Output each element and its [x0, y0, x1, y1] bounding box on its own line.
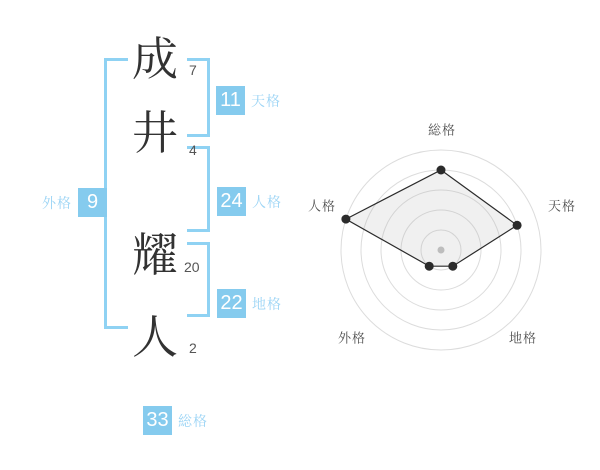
gaikaku-bracket: [104, 58, 128, 329]
radar-axis-label: 総格: [427, 122, 457, 138]
stroke-count-3: 20: [184, 259, 200, 275]
radar-axis-label: 外格: [337, 330, 367, 346]
radar-vertex-dot: [437, 166, 446, 175]
chikaku-group: [217, 289, 282, 318]
gaikaku-label: 外格: [42, 194, 72, 211]
radar-vertex-dot: [425, 262, 434, 271]
gaikaku-group: [42, 188, 107, 217]
name-char-1: 成: [132, 33, 178, 85]
stroke-count-1: 7: [189, 62, 197, 78]
tenkaku-label: 天格: [251, 92, 281, 109]
radar-vertex-dot: [341, 215, 350, 224]
name-char-4: 人: [132, 311, 178, 363]
jinkaku-group: [217, 187, 282, 216]
tenkaku-group: [216, 86, 281, 115]
radar-vertex-dot: [513, 221, 522, 230]
chikaku-bracket: [187, 242, 210, 317]
stroke-count-4: 2: [189, 340, 197, 356]
soukaku-group: [143, 406, 208, 435]
name-char-3: 耀: [132, 229, 178, 281]
radar-data-polygon: [346, 170, 517, 266]
chikaku-label: 地格: [252, 295, 282, 312]
soukaku-label: 総格: [178, 412, 208, 429]
radar-axis-label: 天格: [547, 198, 577, 214]
tenkaku-value-badge: 11: [216, 86, 245, 115]
gaikaku-value-badge: 9: [78, 188, 107, 217]
chikaku-value-badge: 22: [217, 289, 246, 318]
radar-axis-label: 人格: [307, 198, 337, 214]
jinkaku-label: 人格: [252, 193, 282, 210]
jinkaku-value-badge: 24: [217, 187, 246, 216]
name-char-2: 井: [132, 107, 178, 159]
jinkaku-bracket: [187, 146, 210, 232]
soukaku-value-badge: 33: [143, 406, 172, 435]
stroke-count-2: 4: [189, 142, 197, 158]
radar-chart: [300, 115, 590, 365]
radar-vertex-dot: [448, 262, 457, 271]
radar-axis-label: 地格: [508, 330, 538, 346]
radar-center-dot: [438, 247, 445, 254]
